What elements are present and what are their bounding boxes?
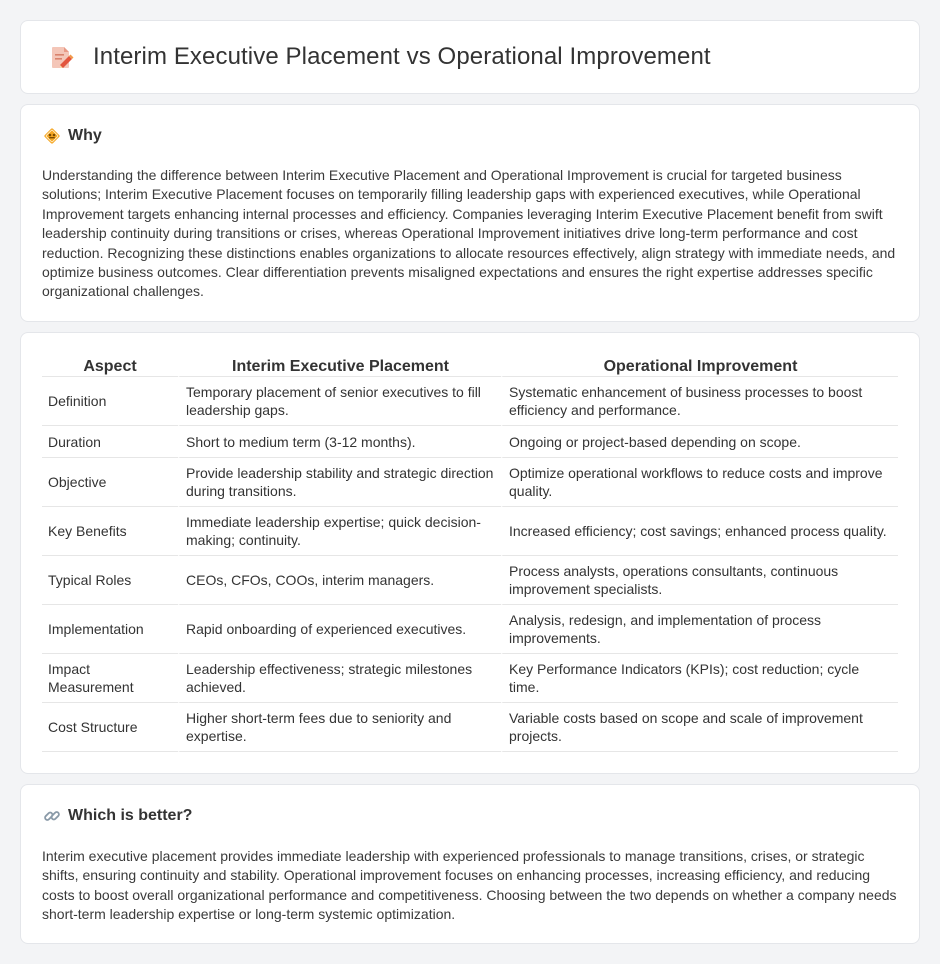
why-heading	[43, 127, 102, 145]
cell-interim: CEOs, CFOs, COOs, interim managers.	[178, 556, 501, 605]
cell-interim: Leadership effectiveness; strategic milestones achieved.	[178, 654, 501, 703]
road-sign-icon	[43, 127, 61, 145]
cell-aspect: Typical Roles	[42, 556, 178, 605]
cell-operational: Process analysts, operations consultants, continuous improvement specialists.	[501, 556, 898, 605]
cell-operational: Systematic enhancement of business processes to boost efficiency and performance.	[501, 377, 898, 426]
table-row	[42, 458, 898, 507]
document-pencil-icon	[47, 43, 75, 71]
better-body: Interim executive placement provides immediate leadership with experienced professionals to manage transitions, crises, or strategic shifts, ensuring continuity and stability. Operational improvement focuses on enhancing processes, increasing efficiency, and reducing costs to boost overall organizational performance and competitiveness. Choosing between the two depends on whether a company needs short-term leadership expertise or long-term systemic optimization.	[42, 848, 897, 923]
header-aspect: Aspect	[42, 353, 178, 377]
table-row	[42, 426, 898, 458]
cell-aspect: Key Benefits	[42, 507, 178, 556]
why-section	[20, 104, 920, 322]
table-row	[42, 654, 898, 703]
header-operational-improvement: Operational Improvement	[501, 353, 898, 377]
cell-aspect: Duration	[42, 426, 178, 458]
why-body: Understanding the difference between Interim Executive Placement and Operational Improvement is crucial for targeted business solutions; Interim Executive Placement focuses on temporarily filling leadership gaps with experienced executives, while Operational Improvement targets enhancing internal processes and efficiency. Companies leveraging Interim Executive Placement benefit from swift leadership continuity during transitions or crises, whereas Operational Improvement initiatives drive long-term performance and cost reduction. Recognizing these distinctions enables organizations to allocate resources effectively, align strategy with immediate needs, and optimize business outcomes. Clear differentiation prevents misaligned expectations and ensures the right expertise addresses specific organizational challenges.	[42, 167, 896, 300]
cell-interim: Immediate leadership expertise; quick decision-making; continuity.	[178, 507, 501, 556]
cell-operational: Key Performance Indicators (KPIs); cost reduction; cycle time.	[501, 654, 898, 703]
cell-operational: Ongoing or project-based depending on scope.	[501, 426, 898, 458]
table-row	[42, 605, 898, 654]
cell-interim: Short to medium term (3-12 months).	[178, 426, 501, 458]
cell-interim: Provide leadership stability and strategic direction during transitions.	[178, 458, 501, 507]
header-interim-executive-placement: Interim Executive Placement	[178, 353, 501, 377]
cell-aspect: Implementation	[42, 605, 178, 654]
table-header-row	[42, 353, 898, 377]
table-row	[42, 703, 898, 752]
page-title: Interim Executive Placement vs Operational Improvement	[93, 43, 711, 70]
cell-interim: Rapid onboarding of experienced executives.	[178, 605, 501, 654]
why-title: Why	[68, 127, 102, 144]
table-row	[42, 556, 898, 605]
cell-operational: Increased efficiency; cost savings; enhanced process quality.	[501, 507, 898, 556]
cell-aspect: Cost Structure	[42, 703, 178, 752]
which-is-better-section	[20, 784, 920, 944]
cell-aspect: Definition	[42, 377, 178, 426]
table-row	[42, 507, 898, 556]
title-row	[47, 43, 711, 71]
title-card	[20, 20, 920, 94]
cell-interim: Higher short-term fees due to seniority and expertise.	[178, 703, 501, 752]
comparison-section	[20, 332, 920, 774]
cell-aspect: Impact Measurement	[42, 654, 178, 703]
cell-operational: Optimize operational workflows to reduce costs and improve quality.	[501, 458, 898, 507]
better-heading	[43, 807, 192, 825]
comparison-table	[42, 353, 898, 752]
cell-operational: Analysis, redesign, and implementation of process improvements.	[501, 605, 898, 654]
cell-operational: Variable costs based on scope and scale of improvement projects.	[501, 703, 898, 752]
table-row	[42, 377, 898, 426]
better-title: Which is better?	[68, 807, 193, 824]
link-icon	[43, 807, 61, 825]
cell-interim: Temporary placement of senior executives to fill leadership gaps.	[178, 377, 501, 426]
cell-aspect: Objective	[42, 458, 178, 507]
